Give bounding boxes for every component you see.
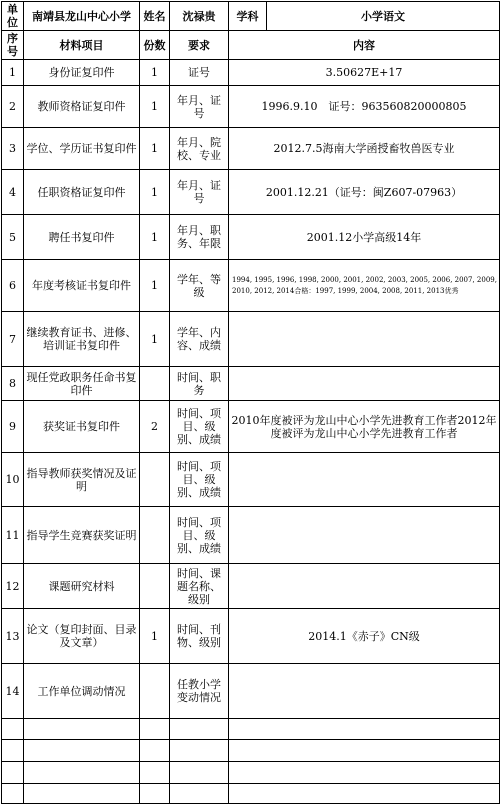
row-content: 2010年度被评为龙山中心小学先进教育工作者2012年度被评为龙山中心小学先进教育工作者 xyxy=(229,401,500,453)
row-item: 学位、学历证书复印件 xyxy=(24,128,140,170)
column-content: 内容 xyxy=(229,31,500,60)
row-content xyxy=(229,312,500,367)
table-row xyxy=(2,312,500,367)
column-copies: 份数 xyxy=(140,31,170,60)
row-requirement: 学年、内容、成绩 xyxy=(170,312,229,367)
row-item: 工作单位调动情况 xyxy=(24,664,140,719)
row-number: 4 xyxy=(2,170,24,215)
table-row xyxy=(2,564,500,609)
row-number: 10 xyxy=(2,453,24,507)
row-requirement: 时间、项目、级别、成绩 xyxy=(170,453,229,507)
row-item: 年度考核证书复印件 xyxy=(24,260,140,312)
row-item: 指导学生竞赛获奖证明 xyxy=(24,507,140,564)
name-value: 沈禄贵 xyxy=(170,2,229,31)
row-copies xyxy=(140,664,170,719)
row-item: 指导教师获奖情况及证明 xyxy=(24,453,140,507)
row-requirement: 学年、等级 xyxy=(170,260,229,312)
row-content: 1996.9.10 证号：963560820000805 xyxy=(229,86,500,128)
empty-row xyxy=(2,762,500,784)
row-requirement: 年月、职务、年限 xyxy=(170,215,229,260)
subject-label: 学科 xyxy=(229,2,267,31)
table-row xyxy=(2,170,500,215)
column-requirement: 要求 xyxy=(170,31,229,60)
header-row-info xyxy=(2,2,500,31)
empty-row xyxy=(2,719,500,740)
row-content xyxy=(229,367,500,401)
table-row xyxy=(2,128,500,170)
empty-row xyxy=(2,740,500,762)
subject-value: 小学语文 xyxy=(267,2,500,31)
table-row xyxy=(2,260,500,312)
row-content: 3.50627E+17 xyxy=(229,60,500,86)
row-content: 2001.12.21（证号：闽Z607-07963） xyxy=(229,170,500,215)
row-number: 1 xyxy=(2,60,24,86)
row-item: 教师资格证复印件 xyxy=(24,86,140,128)
row-content: 2012.7.5海南大学函授畜牧兽医专业 xyxy=(229,128,500,170)
row-content xyxy=(229,507,500,564)
row-item: 身份证复印件 xyxy=(24,60,140,86)
table-row xyxy=(2,401,500,453)
column-index: 序号 xyxy=(2,31,24,60)
empty-row xyxy=(2,784,500,804)
row-number: 8 xyxy=(2,367,24,401)
row-requirement: 时间、项目、级别、成绩 xyxy=(170,507,229,564)
name-label: 姓名 xyxy=(140,2,170,31)
row-copies: 1 xyxy=(140,86,170,128)
row-item: 继续教育证书、进修、培训证书复印件 xyxy=(24,312,140,367)
row-content: 2001.12小学高级14年 xyxy=(229,215,500,260)
row-content: 1994, 1995, 1996, 1998, 2000, 2001, 2002, 2003, 2005, 2006, 2007, 2009, 2010, 2012, 2014合格：1997, 1999, 2004, 2008, 2011, 2013优秀 xyxy=(229,260,500,312)
row-number: 11 xyxy=(2,507,24,564)
table-row xyxy=(2,507,500,564)
row-item: 论文（复印封面、目录及文章） xyxy=(24,609,140,664)
row-item: 课题研究材料 xyxy=(24,564,140,609)
row-requirement: 时间、课题名称、级别 xyxy=(170,564,229,609)
row-content: 2014.1《赤子》CN级 xyxy=(229,609,500,664)
row-number: 2 xyxy=(2,86,24,128)
row-number: 3 xyxy=(2,128,24,170)
row-copies: 1 xyxy=(140,609,170,664)
row-number: 5 xyxy=(2,215,24,260)
row-copies: 1 xyxy=(140,128,170,170)
unit-label: 单位 xyxy=(2,2,24,31)
row-item: 现任党政职务任命书复印件 xyxy=(24,367,140,401)
row-item: 获奖证书复印件 xyxy=(24,401,140,453)
table-row xyxy=(2,664,500,719)
header-row-columns xyxy=(2,31,500,60)
row-requirement: 年月、证号 xyxy=(170,170,229,215)
row-requirement: 时间、职务 xyxy=(170,367,229,401)
column-item: 材料项目 xyxy=(24,31,140,60)
row-requirement: 时间、项目、级别、成绩 xyxy=(170,401,229,453)
row-requirement: 年月、院校、专业 xyxy=(170,128,229,170)
table-row xyxy=(2,609,500,664)
row-number: 14 xyxy=(2,664,24,719)
table-row xyxy=(2,215,500,260)
unit-value: 南靖县龙山中心小学 xyxy=(24,2,140,31)
row-copies: 1 xyxy=(140,60,170,86)
row-copies xyxy=(140,507,170,564)
row-content xyxy=(229,564,500,609)
row-requirement: 任教小学变动情况 xyxy=(170,664,229,719)
row-copies: 1 xyxy=(140,260,170,312)
table-row xyxy=(2,86,500,128)
row-content xyxy=(229,453,500,507)
table-row xyxy=(2,453,500,507)
row-number: 13 xyxy=(2,609,24,664)
row-number: 6 xyxy=(2,260,24,312)
table-row xyxy=(2,367,500,401)
row-number: 9 xyxy=(2,401,24,453)
teacher-materials-table xyxy=(1,1,500,804)
row-copies xyxy=(140,367,170,401)
row-number: 12 xyxy=(2,564,24,609)
row-item: 任职资格证复印件 xyxy=(24,170,140,215)
row-copies: 1 xyxy=(140,312,170,367)
row-requirement: 时间、刊物、级别 xyxy=(170,609,229,664)
row-requirement: 年月、证号 xyxy=(170,86,229,128)
table-row xyxy=(2,60,500,86)
row-copies: 1 xyxy=(140,170,170,215)
row-copies xyxy=(140,453,170,507)
row-copies xyxy=(140,564,170,609)
row-copies: 2 xyxy=(140,401,170,453)
row-content xyxy=(229,664,500,719)
row-item: 聘任书复印件 xyxy=(24,215,140,260)
row-copies: 1 xyxy=(140,215,170,260)
row-requirement: 证号 xyxy=(170,60,229,86)
row-number: 7 xyxy=(2,312,24,367)
